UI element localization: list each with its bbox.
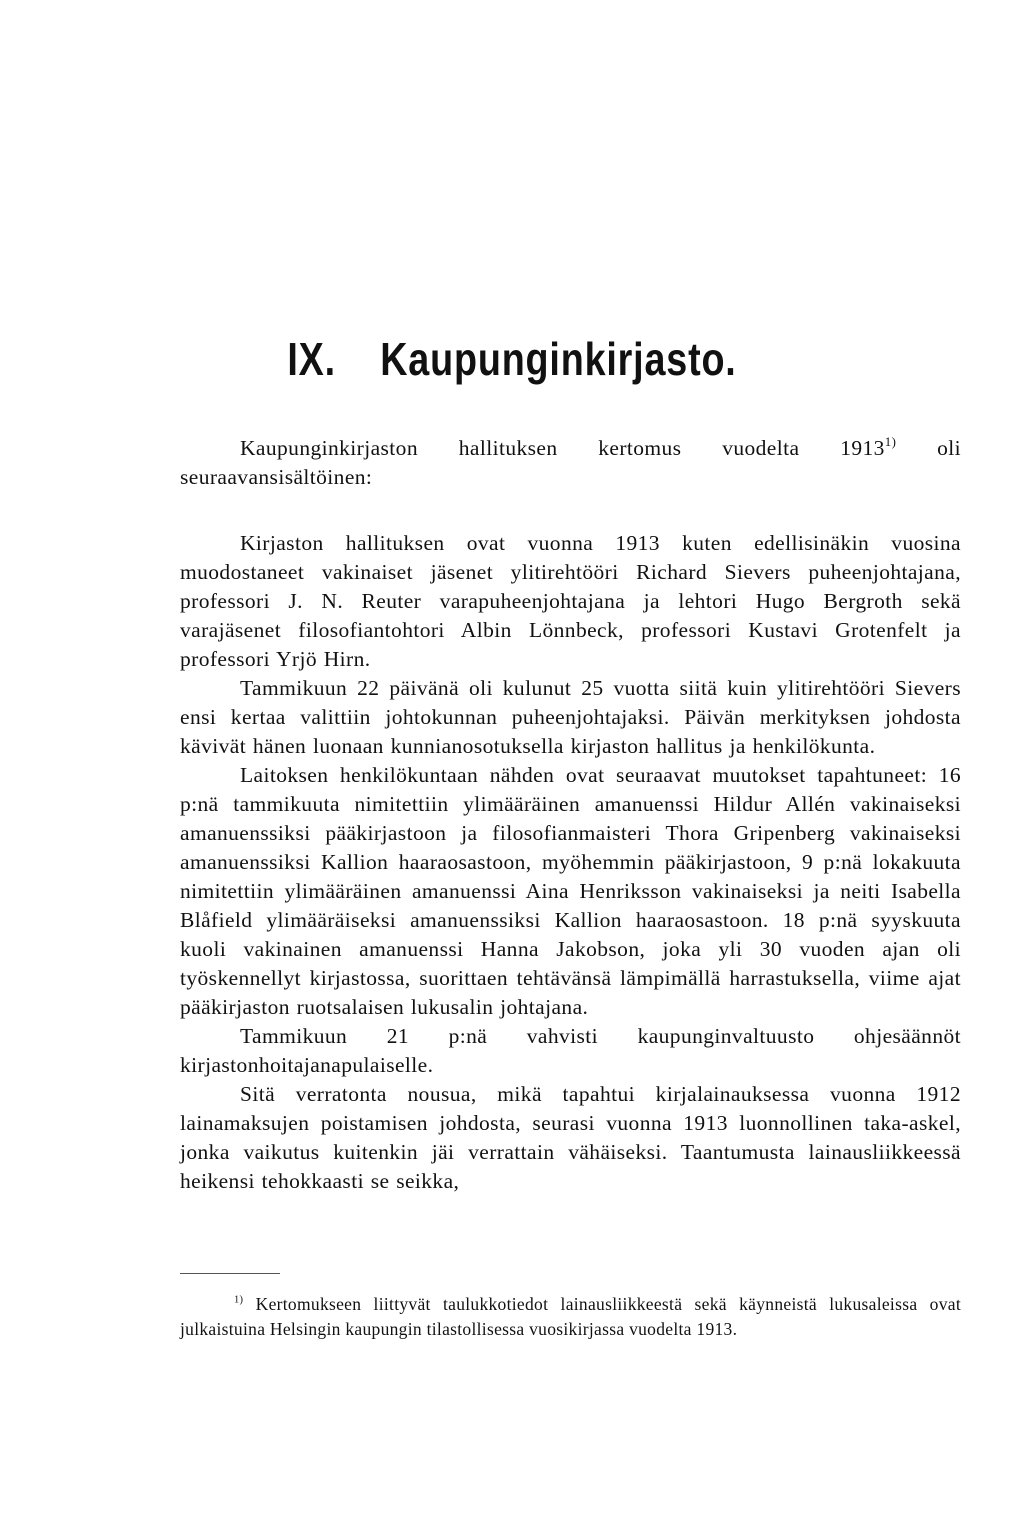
footnote [180, 1292, 961, 1342]
paragraph-regulations: Tammikuun 21 p:nä vahvisti kaupunginvaltuusto ohjesäännöt kirjastonhoitajanapulaiselle. [180, 1024, 961, 1077]
footnote-text: Kertomukseen liittyvät taulukkotiedot lainausliikkeestä sekä käynneistä lukusaleissa ovat julkaistuina Helsingin kaupungin tilastollisessa vuosikirjassa vuodelta 1913. [180, 1294, 961, 1339]
paragraph-staff-changes: Laitoksen henkilökuntaan nähden ovat seuraavat muutokset tapahtuneet: 16 p:nä tammikuuta nimitettiin ylimääräinen amanuenssi Hildur Allén vakinaiseksi amanuenssiksi pääkirjastoon ja filosofianmaisteri Thora Gripenberg vakinaiseksi amanuenssiksi Kallion haaraosastoon, myöhemmin pääkirjastoon, 9 p:nä lokakuuta nimitettiin ylimääräinen amanuenssi Aina Henriksson vakinaiseksi ja neiti Isabella Blåfield ylimääräiseksi amanuenssiksi Kallion haaraosastoon. 18 p:nä syyskuuta kuoli vakinainen amanuenssi Hanna Jakobson, joka yli 30 vuoden ajan oli työskennellyt kirjastossa, suorittaen tehtävänsä lämpimällä harrastuksella, viime ajat pääkirjaston ruotsalaisen lukusalin johtajana. [180, 763, 961, 1019]
footnote-divider [180, 1273, 280, 1274]
paragraph-lending: Sitä verratonta nousua, mikä tapahtui kirjalainauksessa vuonna 1912 lainamaksujen poistamisen johdosta, seurasi vuonna 1913 luonnollinen taka-askel, jonka vaikutus kuitenkin jäi verrattain vähäiseksi. Taantumusta lainausliikkeessä heikensi tehokkaasti se seikka, [180, 1082, 961, 1193]
footnote-reference: 1) [884, 434, 897, 449]
body-text [180, 434, 961, 1196]
chapter-title: Kaupunginkirjasto. [380, 333, 737, 385]
paragraph-board-members: Kirjaston hallituksen ovat vuonna 1913 kuten edellisinäkin vuosina muodostaneet vakinaiset jäsenet ylitirehtööri Richard Sievers puheenjohtajana, professori J. N. Reuter varapuheenjohtajana ja lehtori Hugo Bergroth sekä varajäsenet filosofiantohtori Albin Lönnbeck, professori Kustavi Grotenfelt ja professori Yrjö Hirn. [180, 531, 961, 671]
paragraph-anniversary: Tammikuun 22 päivänä oli kulunut 25 vuotta siitä kuin ylitirehtööri Sievers ensi kertaa valittiin johtokunnan puheenjohtajaksi. Päivän merkityksen johdosta kävivät hänen luonaan kunnianosotuksella kirjaston hallitus ja henkilökunta. [180, 676, 961, 758]
intro-text-continued: oli seuraavansisältöinen: [180, 436, 961, 489]
footnote-marker: 1) [234, 1294, 244, 1306]
intro-paragraph [180, 434, 961, 492]
footnotes [180, 1292, 961, 1342]
chapter-number: IX. [287, 333, 336, 385]
intro-text: Kaupunginkirjaston hallituksen kertomus vuodelta 1913 [240, 436, 885, 460]
chapter-heading [92, 332, 932, 386]
